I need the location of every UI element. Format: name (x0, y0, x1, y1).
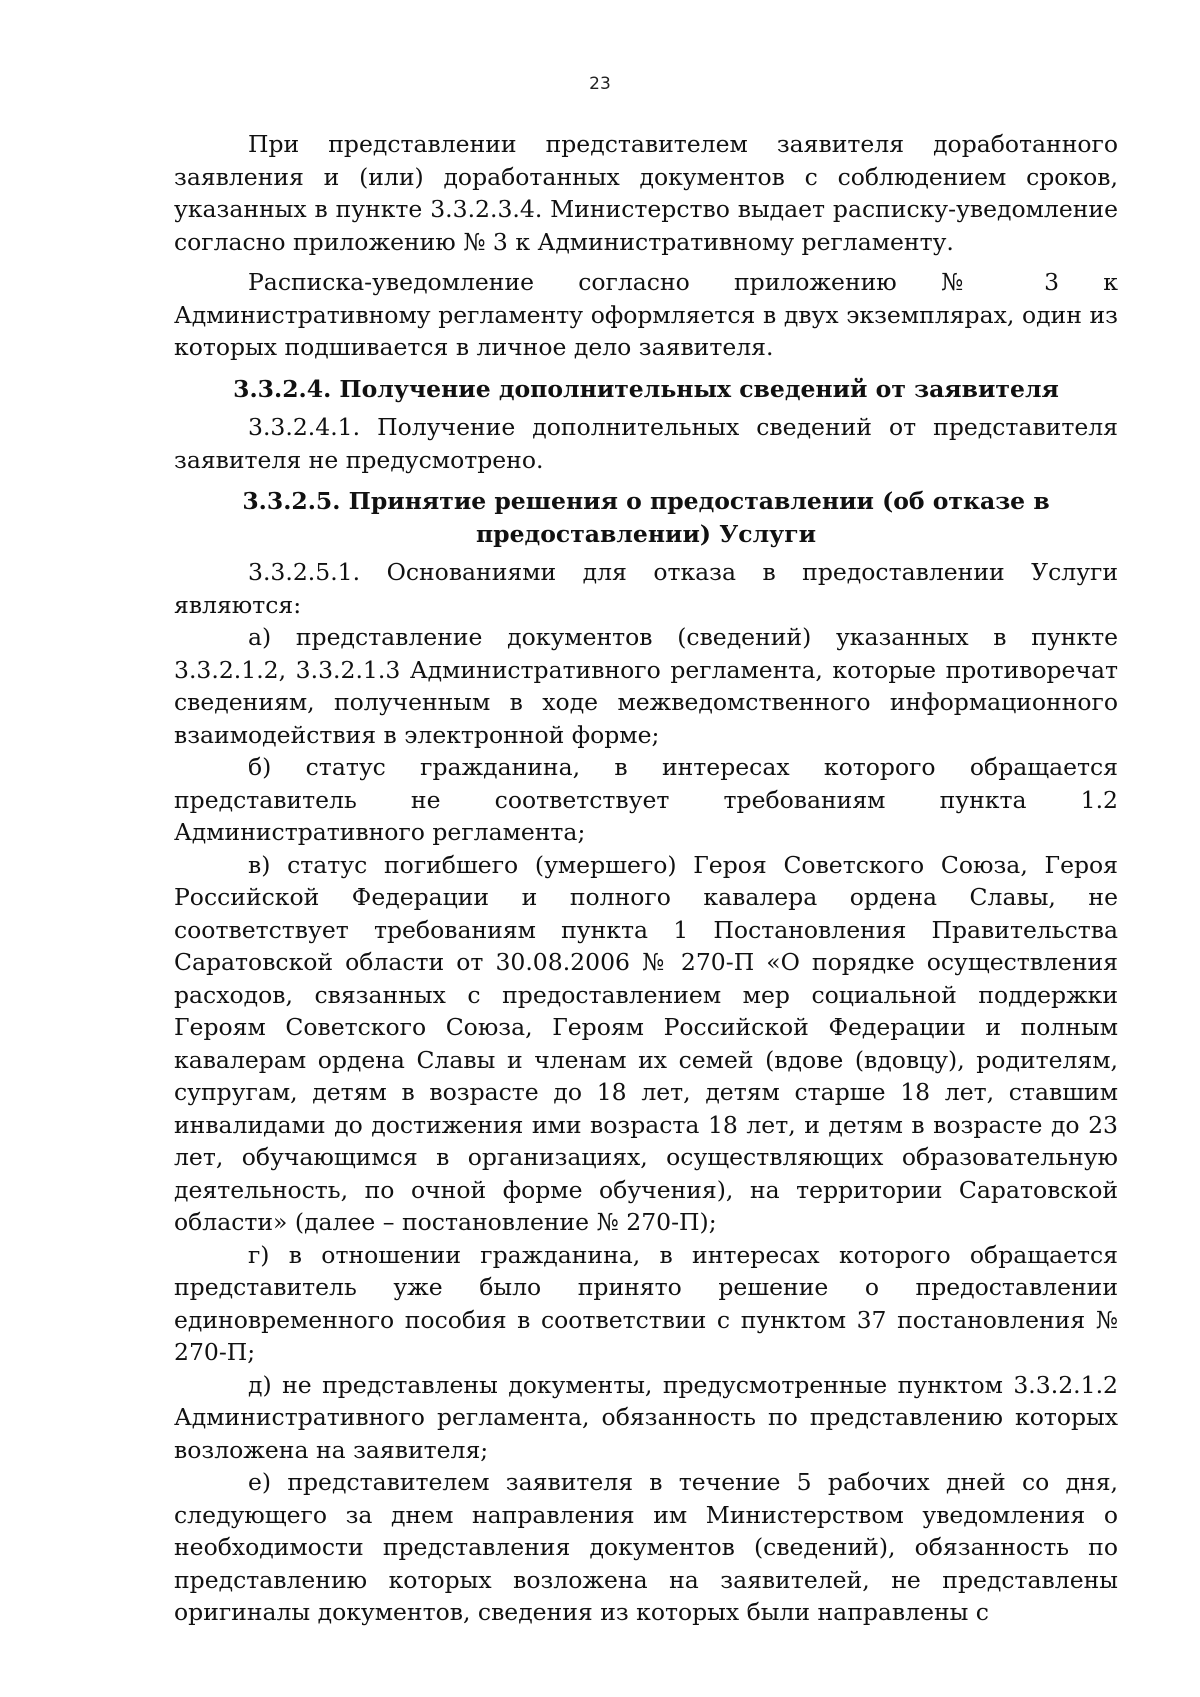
paragraph-3-3-2-5-1: 3.3.2.5.1. Основаниями для отказа в предоставлении Услуги являются: (174, 558, 1118, 619)
paragraph-receipt-copies: Расписка-уведомление согласно приложению № 3 к Административному регламенту оформляется в двух экземплярах, один из которых подшивается в личное дело заявителя. (174, 268, 1118, 361)
list-item-e: е) представителем заявителя в течение 5 рабочих дней со дня, следующего за днем направления им Министерством уведомления о необходимости представления документов (сведений), обязанность по представлению которых возложена на заявителей, не представлены оригиналы документов, сведения из которых были направлены с (174, 1468, 1118, 1626)
document-body (174, 128, 1118, 1629)
page-number: 23 (589, 74, 611, 94)
paragraph-3-3-2-4-1: 3.3.2.4.1. Получение дополнительных сведений от представителя заявителя не предусмотрено. (174, 413, 1118, 474)
paragraph-submission-receipt: При представлении представителем заявителя доработанного заявления и (или) доработанных документов с соблюдением сроков, указанных в пункте 3.3.2.3.4. Министерство выдает расписку-уведомление согласно приложению № 3 к Административному регламенту. (174, 130, 1118, 256)
list-item-a: а) представление документов (сведений) указанных в пункте 3.3.2.1.2, 3.3.2.1.3 Административного регламента, которые противоречат сведениям, полученным в ходе межведомственного информационного взаимодействия в электронной форме; (174, 623, 1118, 749)
list-item-b: б) статус гражданина, в интересах которого обращается представитель не соответствует требованиям пункта 1.2 Административного регламента; (174, 753, 1118, 846)
section-heading-3-3-2-5: 3.3.2.5. Принятие решения о предоставлении (об отказе в предоставлении) Услуги (242, 487, 1050, 548)
list-item-g: г) в отношении гражданина, в интересах которого обращается представитель уже было принято решение о предоставлении единовременного пособия в соответствии с пунктом 37 постановления № 270-П; (174, 1240, 1118, 1366)
section-heading-3-3-2-4: 3.3.2.4. Получение дополнительных сведений от заявителя (233, 374, 1059, 403)
list-item-v: в) статус погибшего (умершего) Героя Советского Союза, Героя Российской Федерации и полного кавалера ордена Славы, не соответствует требованиям пункта 1 Постановления Правительства Саратовской области от 30.08.2006 № 270-П «О порядке осуществления расходов, связанных с предоставлением мер социальной поддержки Героям Советского Союза, Героям Российской Федерации и полным кавалерам ордена Славы и членам их семей (вдове (вдовцу), родителям, супругам, детям в возрасте до 18 лет, детям старше 18 лет, ставшим инвалидами до достижения ими возраста 18 лет, и детям в возрасте до 23 лет, обучающимся в организациях, осуществляющих образовательную деятельность, по очной форме обучения), на территории Саратовской области» (далее – постановление № 270-П); (174, 850, 1118, 1236)
list-item-d: д) не представлены документы, предусмотренные пунктом 3.3.2.1.2 Административного регламента, обязанность по представлению которых возложена на заявителя; (174, 1370, 1118, 1464)
